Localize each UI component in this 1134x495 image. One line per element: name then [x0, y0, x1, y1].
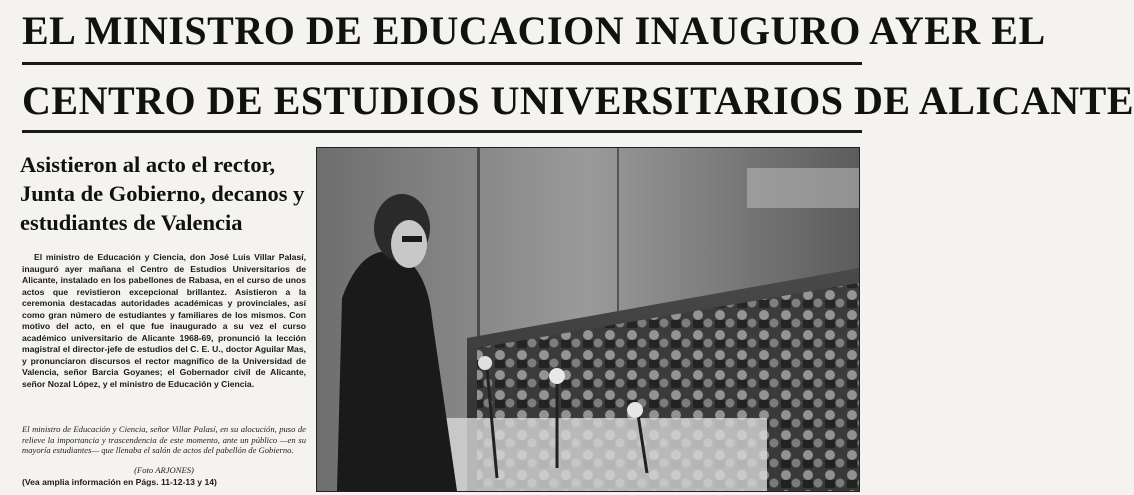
news-photo [316, 147, 860, 492]
photo-credit: (Foto ARJONES) [134, 465, 194, 475]
headline-line-1: EL MINISTRO DE EDUCACION INAUGURO AYER EL [22, 8, 1046, 53]
continuation-note: (Vea amplia información en Págs. 11-12-13 y 14) [22, 477, 217, 487]
headline-rule-bottom [22, 130, 862, 133]
subheadline: Asistieron al acto el rector, Junta de Gobierno, decanos y estudiantes de Valencia [20, 152, 305, 235]
headline-line-2: CENTRO DE ESTUDIOS UNIVERSITARIOS DE ALICANTE [22, 78, 1134, 123]
photo-caption: El ministro de Educación y Ciencia, señor Villar Palasí, en su alocución, puso de relieve la importancia y trascendencia de este momento, ante un público —en su mayoría estudiantes— que llenaba el salón de actos del pabellón de Gobierno. [22, 424, 306, 456]
headline-rule-top [22, 62, 862, 65]
article-body: El ministro de Educación y Ciencia, don José Luis Villar Palasí, inauguró ayer mañana el Centro de Estudios Universitarios de Alicante, instalado en los pabellones de Rabasa, en el curso de unos actos que revistieron excepcional brillantez. Asistieron a la ceremonia destacadas autoridades académicas y provinciales, así como gran número de estudiantes y familiares de los mismos. Con motivo del acto, en el que fue inaugurado a su vez el curso académico universitario de Alicante 1968-69, pronunció la lección magistral el director-jefe de estudios del C. E. U., doctor Aguilar Mas, y pronunciaron discursos el rector magnífico de la Universidad de Valencia, señor Barcia Goyanes; el Gobernador civil de Alicante, señor Nozal López, y el ministro de Educación y Ciencia. [22, 252, 306, 389]
